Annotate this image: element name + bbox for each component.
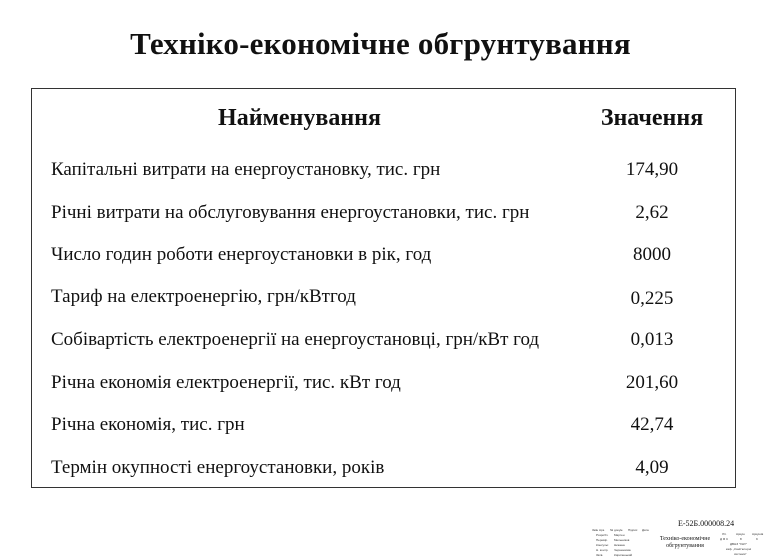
row-value: 2,62 [635,202,669,223]
table-row [32,244,737,274]
stamp-subject [656,536,714,550]
stamp-cell: Затв. [596,553,604,557]
table-row [32,457,737,487]
table-row [32,329,737,359]
row-name: Собівартість електроенергії на енергоустановці, грн/кВт год [51,329,540,350]
stamp-cell: Змін Арк. [592,528,605,532]
row-name: Число годин роботи енергоустановки в рік, год [51,244,432,265]
stamp-cell: Розробл. [596,533,609,537]
table-row [32,202,737,232]
table-row [32,286,737,316]
column-header-name: Найменування [218,105,381,131]
stamp-cell: Кириленький [614,553,633,557]
stamp-cell: Перевір. [596,538,608,542]
document-code: Е-52Б.000008.24 [678,519,735,528]
row-value: 174,90 [625,159,679,180]
stamp-cell: Черненкова [614,548,631,552]
data-table [31,88,736,488]
row-value: 0,013 [630,329,674,350]
row-name: Річна економія електроенергії, тис. кВт год [51,372,401,393]
stamp-subject-line: обгрунтування [666,543,704,549]
stamp-cell: Мельников [614,538,630,542]
row-value: 8000 [633,244,671,265]
title-block-stamp [590,518,770,558]
row-value: 0,225 [630,288,674,309]
table-row [32,159,737,189]
stamp-cell: Нєжена [614,543,625,547]
page-title: Техніко-економічне обгрунтування [130,26,631,61]
row-name: Тариф на електроенергію, грн/кВтгод [51,286,356,307]
row-value: 4,09 [635,457,669,478]
table-row [32,414,737,444]
stamp-cell: Д Ф С [720,537,729,541]
stamp-cell: Н. контр. [596,548,609,552]
stamp-cell: ДВНЗ "ХНУ" [730,542,748,546]
row-name: Річні витрати на обслуговування енергоустановки, тис. грн [51,202,530,223]
stamp-cell: Мартен [614,533,625,537]
stamp-cell: Аркушів [752,532,764,536]
stamp-cell: системи" [734,552,747,556]
stamp-cell: Літ. [722,532,727,536]
stamp-cell: Підпис [628,528,638,532]
stamp-cell: № докум. [610,528,624,532]
row-name: Річна економія, тис. грн [51,414,245,435]
column-header-value: Значення [600,105,704,131]
row-value: 42,74 [630,414,674,435]
row-value: 201,60 [625,372,679,393]
row-name: Капітальні витрати на енергоустановку, тис. грн [51,159,441,180]
stamp-cell: 9 [756,537,758,541]
stamp-signature-grid [592,528,654,556]
stamp-subject-line: Техніко-економічне [659,536,711,542]
stamp-cell: Консульт. [596,543,609,547]
stamp-cell: каф. „Комп'ютерні [726,547,752,551]
table-row [32,372,737,402]
stamp-cell: 8 [740,537,742,541]
row-name: Термін окупності енергоустановки, років [51,457,385,478]
stamp-cell: Дата [642,528,649,532]
stamp-cell: Аркуш [736,532,745,536]
